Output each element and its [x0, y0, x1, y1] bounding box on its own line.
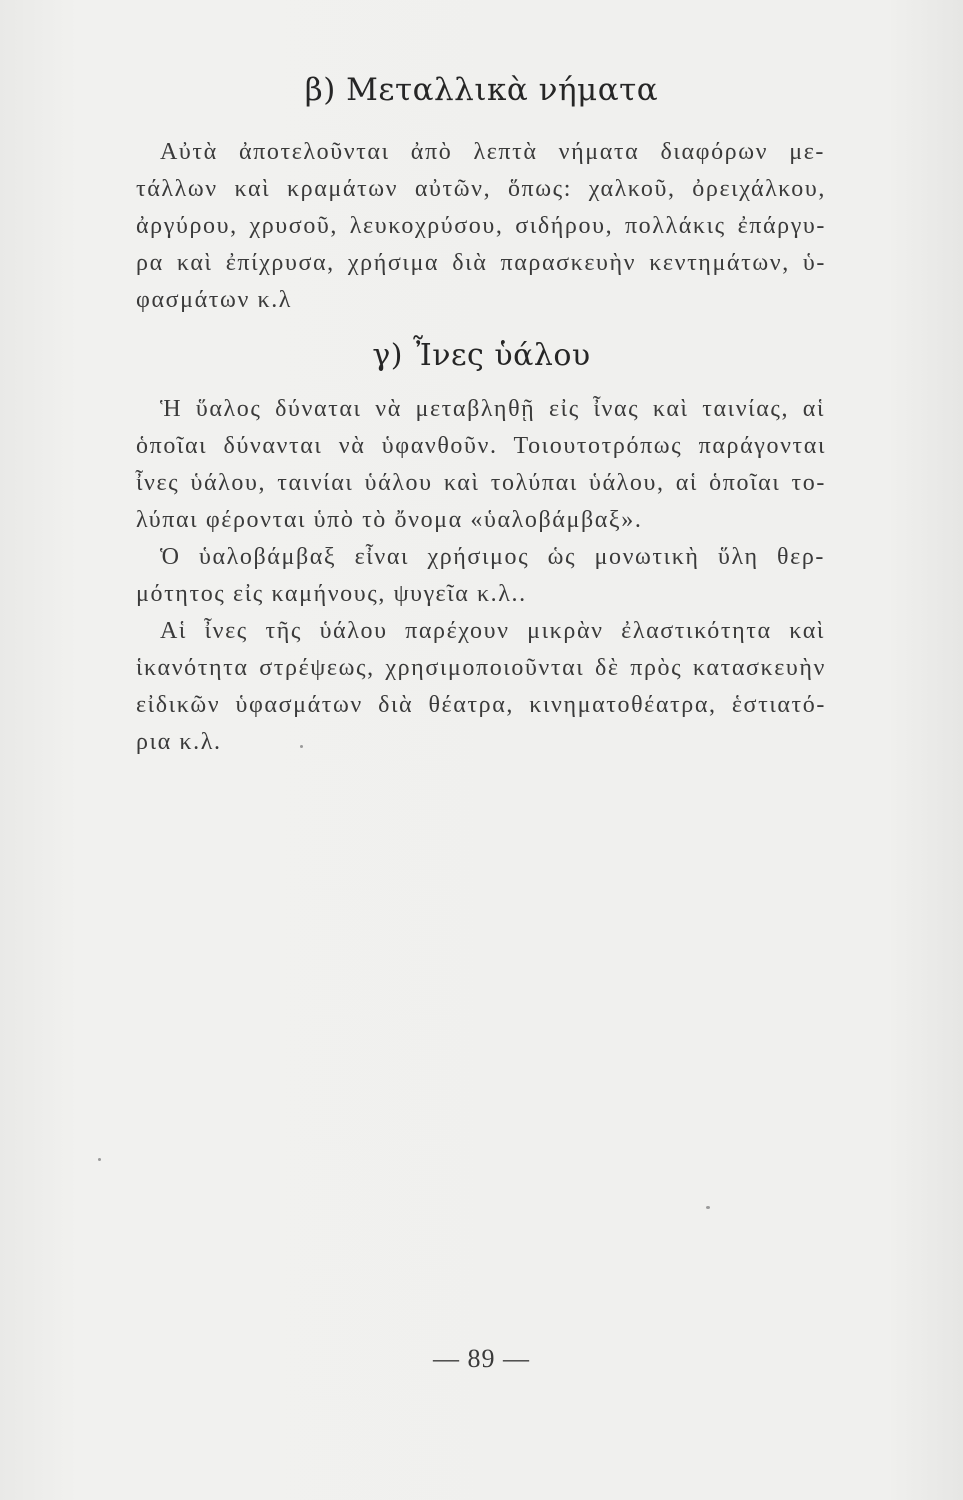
section-heading-metals: β) Μεταλλικὰ νήματα	[304, 72, 659, 108]
paragraph-line: φασμάτων κ.λ	[136, 287, 293, 313]
paragraph-line: εἰδικῶν ὑφασμάτων διὰ θέατρα, κινηματοθέατρα, ἑστιατό-	[136, 692, 826, 718]
page-number: — 89 —	[433, 1344, 530, 1373]
paper-speck	[300, 745, 303, 748]
paragraph-line: Αἱ ἶνες τῆς ὑάλου παρέχουν μικρὰν ἐλαστικότητα καὶ	[160, 618, 825, 644]
paper-speck	[706, 1206, 710, 1209]
paragraph-line: ἱκανότητα στρέψεως, χρησιμοποιοῦνται δὲ πρὸς κατασκευὴν	[136, 655, 826, 681]
paragraph-line: ρια κ.λ.	[136, 729, 222, 755]
paragraph-line: ἶνες ὑάλου, ταινίαι ὑάλου καὶ τολύπαι ὑάλου, αἱ ὁποῖαι το-	[136, 470, 826, 496]
paragraph-line: ὁποῖαι δύνανται νὰ ὑφανθοῦν. Τοιουτοτρόπως παράγονται	[136, 433, 826, 459]
section-heading-glass-fibers: γ) Ἶνες ὑάλου	[372, 338, 591, 373]
paragraph-line: μότητος εἰς καμήνους, ψυγεῖα κ.λ..	[136, 581, 527, 607]
paragraph-line: λύπαι φέρονται ὑπὸ τὸ ὄνομα «ὑαλοβάμβαξ».	[136, 507, 643, 533]
paragraph-line: Ὁ ὑαλοβάμβαξ εἶναι χρήσιμος ὡς μονωτικὴ ὕλη θερ-	[160, 544, 825, 570]
paragraph-line: ρα καὶ ἐπίχρυσα, χρήσιμα διὰ παρασκευὴν κεντημάτων, ὑ-	[136, 250, 826, 276]
paragraph-line: Ἡ ὕαλος δύναται νὰ μεταβληθῇ εἰς ἶνας καὶ ταινίας, αἱ	[160, 396, 825, 422]
paragraph-line: ἀργύρου, χρυσοῦ, λευκοχρύσου, σιδήρου, πολλάκις ἐπάργυ-	[136, 213, 826, 239]
paragraph-line: Αὐτὰ ἀποτελοῦνται ἀπὸ λεπτὰ νήματα διαφόρων με-	[160, 139, 825, 165]
paragraph-line: τάλλων καὶ κραμάτων αὐτῶν, ὅπως: χαλκοῦ, ὀρειχάλκου,	[136, 176, 826, 202]
paper-speck	[98, 1158, 101, 1161]
